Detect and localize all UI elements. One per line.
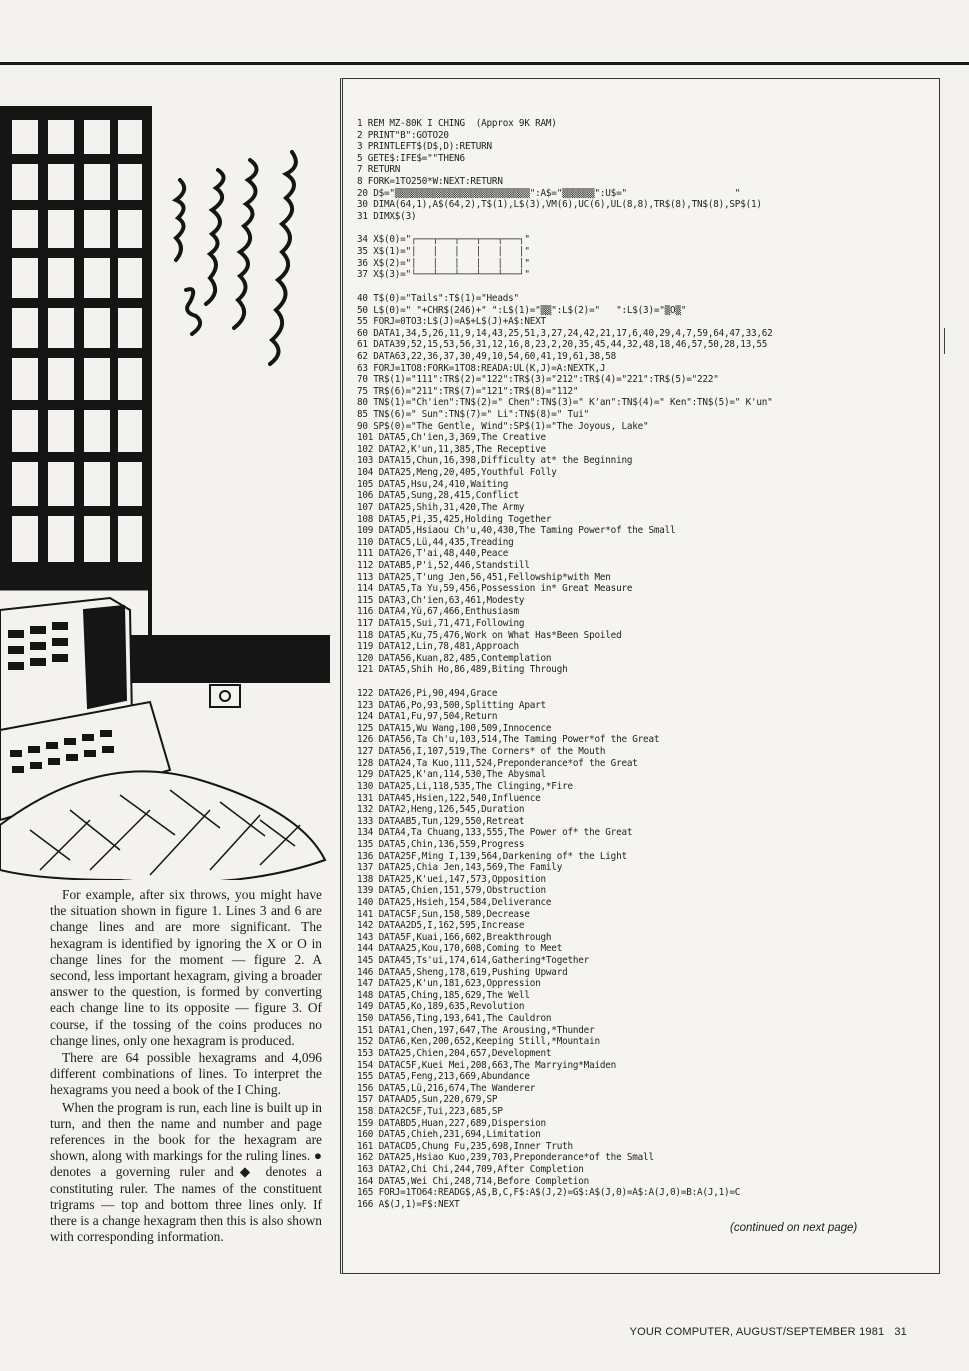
code-line: 37 X$(3)="└───┴───┴───┴───┴───┘"	[357, 269, 530, 281]
code-line: 117 DATA15,Sui,71,471,Following	[357, 617, 525, 629]
code-line: 31 DIMX$(3)	[357, 210, 417, 222]
code-line: 124 DATA1,Fu,97,504,Return	[357, 711, 498, 723]
code-line: 158 DATA2C5F,Tui,223,685,SP	[357, 1105, 503, 1117]
code-line: 149 DATA5,Ko,189,635,Revolution	[357, 1001, 525, 1013]
code-line: 137 DATA25,Chia Jen,143,569,The Family	[357, 862, 563, 874]
margin-mark	[944, 328, 945, 354]
publication-title: YOUR COMPUTER, AUGUST/SEPTEMBER 1981	[629, 1326, 885, 1338]
code-line: 105 DATA5,Hsu,24,410,Waiting	[357, 478, 509, 490]
code-line: 127 DATA56,I,107,519,The Corners* of the Mouth	[357, 746, 606, 758]
wall-band	[100, 635, 330, 683]
code-line: 133 DATAAB5,Tun,129,550,Retreat	[357, 815, 525, 827]
page-footer	[630, 1326, 907, 1338]
code-line: 129 DATA25,K'an,114,530,The Abysmal	[357, 769, 546, 781]
code-line: 103 DATA15,Chun,16,398,Difficulty at* the Beginning	[357, 455, 633, 467]
code-line: 131 DATA45,Hsien,122,540,Influence	[357, 792, 541, 804]
article-paragraph: When the program is run, each line is built up in turn, and then the name and number and page references in the book for the hexagram are shown, along with markings for the ruling lines. ● denotes a governing ruler and◆ denotes a constituting ruler. The names of the constituent trigrams — top and bottom three lines only. If there is a change hexagram then this is also shown with corresponding information.	[50, 1099, 322, 1245]
code-line: 63 FORJ=1TO8:FORK=1TO8:READA:UL(K,J)=A:NEXTK,J	[357, 362, 606, 374]
code-line: 138 DATA25,K'uei,147,573,Opposition	[357, 873, 546, 885]
code-line: 144 DATAA25,Kou,170,608,Coming to Meet	[357, 943, 563, 955]
code-line: 161 DATACD5,Chung Fu,235,698,Inner Truth	[357, 1140, 573, 1152]
code-line: 146 DATAA5,Sheng,178,619,Pushing Upward	[357, 966, 568, 978]
code-line: 118 DATA5,Ku,75,476,Work on What Has*Been Spoiled	[357, 629, 622, 641]
code-line: 123 DATA6,Po,93,500,Splitting Apart	[357, 699, 546, 711]
code-line: 126 DATA56,Ta Ch'u,103,514,The Taming Power*of the Great	[357, 734, 660, 746]
code-line: 128 DATA24,Ta Kuo,111,524,Preponderance*of the Great	[357, 757, 638, 769]
code-line: 125 DATA15,Wu Wang,100,509,Innocence	[357, 722, 552, 734]
code-line: 166 A$(J,1)=F$:NEXT	[357, 1198, 460, 1210]
illustration	[0, 90, 330, 880]
listing-gap	[357, 676, 937, 688]
code-line: 122 DATA26,Pi,90,494,Grace	[357, 688, 498, 700]
code-line: 116 DATA4,Yü,67,466,Enthusiasm	[357, 606, 519, 618]
code-line: 114 DATA5,Ta Yu,59,456,Possession in* Great Measure	[357, 583, 633, 595]
code-line: 75 TR$(6)="211":TR$(7)="121":TR$(8)="112"	[357, 385, 579, 397]
code-line: 107 DATA25,Shih,31,420,The Army	[357, 501, 525, 513]
top-rule	[0, 62, 969, 65]
code-line: 34 X$(0)="┌───┬───┬───┬───┬───┐"	[357, 234, 530, 246]
code-line: 150 DATA56,Ting,193,641,The Cauldron	[357, 1013, 552, 1025]
program-listing	[357, 118, 937, 1210]
code-line: 142 DATAA2D5,I,162,595,Increase	[357, 920, 525, 932]
code-line: 115 DATA3,Ch'ien,63,461,Modesty	[357, 594, 525, 606]
code-line: 162 DATA25,Hsiao Kuo,239,703,Preponderance*of the Small	[357, 1152, 654, 1164]
code-line: 20 D$="▒▒▒▒▒▒▒▒▒▒▒▒▒▒▒▒▒▒▒▒▒▒▒▒▒":A$="▒▒▒▒▒▒":U$=" "	[357, 187, 741, 199]
code-line: 159 DATABD5,Huan,227,689,Dispersion	[357, 1117, 546, 1129]
code-line: 135 DATA5,Chin,136,559,Progress	[357, 838, 525, 850]
code-line: 160 DATA5,Chieh,231,694,Limitation	[357, 1129, 541, 1141]
article-paragraph: For example, after six throws, you might have the situation shown in figure 1. Lines 3 and 6 are change lines and are more significant. The hexagram is identified by ignoring the X or O in change lines for the moment — figure 2. A second, less important hexagram, giving a broader answer to the question, is formed by converting each change line to its opposite — figure 3. Of course, if the tossing of the coins produces no change lines, only one hexagram is produced.	[50, 887, 322, 1048]
code-line: 156 DATA5,Lü,216,674,The Wanderer	[357, 1082, 536, 1094]
code-line: 154 DATAC5F,Kuei Mei,208,663,The Marrying*Maiden	[357, 1059, 617, 1071]
listing-gap	[357, 281, 937, 293]
code-line: 1 REM MZ-80K I CHING (Approx 9K RAM)	[357, 118, 557, 129]
code-line: 147 DATA25,K'un,181,623,Oppression	[357, 978, 541, 990]
code-line: 30 DIMA(64,1),A$(64,2),T$(1),L$(3),VM(6),UC(6),UL(8,8),TR$(8),TN$(8),SP$(1)	[357, 199, 762, 211]
code-line: 61 DATA39,52,15,53,56,31,12,16,8,23,2,20,35,45,44,32,48,18,46,57,50,28,13,55	[357, 339, 768, 351]
code-line: 90 SP$(0)="The Gentle, Wind":SP$(1)="The Joyous, Lake"	[357, 420, 649, 432]
code-line: 35 X$(1)="│ │ │ │ │ │"	[357, 246, 530, 258]
code-line: 108 DATA5,Pi,35,425,Holding Together	[357, 513, 552, 525]
code-line: 7 RETURN	[357, 164, 401, 176]
calligraphy	[176, 152, 296, 364]
page-number: 31	[894, 1326, 907, 1338]
code-line: 151 DATA1,Chen,197,647,The Arousing,*Thunder	[357, 1024, 595, 1036]
code-line: 111 DATA26,T'ai,48,440,Peace	[357, 548, 509, 560]
code-line: 165 FORJ=1TO64:READG$,A$,B,C,F$:A$(J,2)=G$:A$(J,0)=A$:A(J,0)=B:A(J,1)=C	[357, 1187, 741, 1199]
code-line: 112 DATAB5,P'i,52,446,Standstill	[357, 559, 530, 571]
code-line: 70 TR$(1)="111":TR$(2)="122":TR$(3)="212":TR$(4)="221":TR$(5)="222"	[357, 374, 719, 386]
code-line: 139 DATA5,Chien,151,579,Obstruction	[357, 885, 546, 897]
code-line: 80 TN$(1)="Ch'ien":TN$(2)=" Chen":TN$(3)=" K'an":TN$(4)=" Ken":TN$(5)=" K'un"	[357, 397, 773, 409]
code-line: 2 PRINT"B":GOTO20	[357, 129, 449, 141]
code-line: 145 DATA45,Ts'ui,174,614,Gathering*Together	[357, 955, 590, 967]
code-line: 155 DATA5,Feng,213,669,Abundance	[357, 1071, 530, 1083]
code-line: 8 FORK=1TO250*W:NEXT:RETURN	[357, 176, 503, 188]
code-line: 164 DATA5,Wei Chi,248,714,Before Completion	[357, 1175, 590, 1187]
code-line: 130 DATA25,Li,118,535,The Clinging,*Fire	[357, 780, 573, 792]
code-line: 163 DATA2,Chi Chi,244,709,After Completion	[357, 1164, 584, 1176]
article-body	[50, 887, 322, 1246]
code-line: 119 DATA12,Lin,78,481,Approach	[357, 641, 519, 653]
code-line: 120 DATA56,Kuan,82,485,Contemplation	[357, 652, 552, 664]
continued-note: (continued on next page)	[730, 1222, 858, 1234]
code-line: 55 FORJ=0TO3:L$(J)=A$+L$(J)+A$:NEXT	[357, 316, 546, 328]
code-line: 153 DATA25,Chien,204,657,Development	[357, 1047, 552, 1059]
code-line: 134 DATA4,Ta Chuang,133,555,The Power of* the Great	[357, 827, 633, 839]
shoji-screen	[0, 108, 150, 650]
code-line: 36 X$(2)="│ │ │ │ │ │"	[357, 257, 530, 269]
code-line: 50 L$(0)=" "+CHR$(246)+" ":L$(1)="▒▒":L$(2)=" ":L$(3)="▒O▒"	[357, 304, 687, 316]
code-line: 104 DATA25,Meng,20,405,Youthful Folly	[357, 467, 557, 479]
code-line: 101 DATA5,Ch'ien,3,369,The Creative	[357, 432, 546, 444]
code-line: 3 PRINTLEFT$(D$,D):RETURN	[357, 141, 492, 153]
code-line: 62 DATA63,22,36,37,30,49,10,54,60,41,19,61,38,58	[357, 350, 617, 362]
code-line: 109 DATAD5,Hsiaou Ch'u,40,430,The Taming Power*of the Small	[357, 525, 676, 537]
code-line: 106 DATA5,Sung,28,415,Conflict	[357, 490, 519, 502]
code-line: 40 T$(0)="Tails":T$(1)="Heads"	[357, 292, 519, 304]
code-line: 102 DATA2,K'un,11,385,The Receptive	[357, 443, 546, 455]
code-line: 113 DATA25,T'ung Jen,56,451,Fellowship*with Men	[357, 571, 611, 583]
code-line: 132 DATA2,Heng,126,545,Duration	[357, 804, 525, 816]
code-line: 85 TN$(6)=" Sun":TN$(7)=" Li":TN$(8)=" Tui"	[357, 409, 590, 421]
code-line: 110 DATAC5,Lü,44,435,Treading	[357, 536, 514, 548]
code-line: 143 DATA5F,Kuai,166,602,Breakthrough	[357, 931, 552, 943]
listing-gap	[357, 222, 937, 234]
code-line: 148 DATA5,Ching,185,629,The Well	[357, 989, 530, 1001]
code-line: 121 DATA5,Shih Ho,86,489,Biting Through	[357, 664, 568, 676]
code-line: 141 DATAC5F,Sun,158,589,Decrease	[357, 908, 530, 920]
article-paragraph: There are 64 possible hexagrams and 4,096 different combinations of lines. To interpret the hexagrams you need a book of the I Ching.	[50, 1050, 322, 1098]
wall-socket	[210, 685, 240, 707]
code-line: 60 DATA1,34,5,26,11,9,14,43,25,51,3,27,24,42,21,17,6,40,29,4,7,59,64,47,33,62	[357, 327, 773, 339]
code-line: 5 GETE$:IFE$=""THEN6	[357, 152, 465, 164]
code-line: 140 DATA25,Hsieh,154,584,Deliverance	[357, 897, 552, 908]
code-line: 157 DATAAD5,Sun,220,679,SP	[357, 1094, 498, 1106]
code-line: 152 DATA6,Ken,200,652,Keeping Still,*Mountain	[357, 1036, 600, 1048]
code-line: 136 DATA25F,Ming I,139,564,Darkening of* the Light	[357, 850, 627, 862]
